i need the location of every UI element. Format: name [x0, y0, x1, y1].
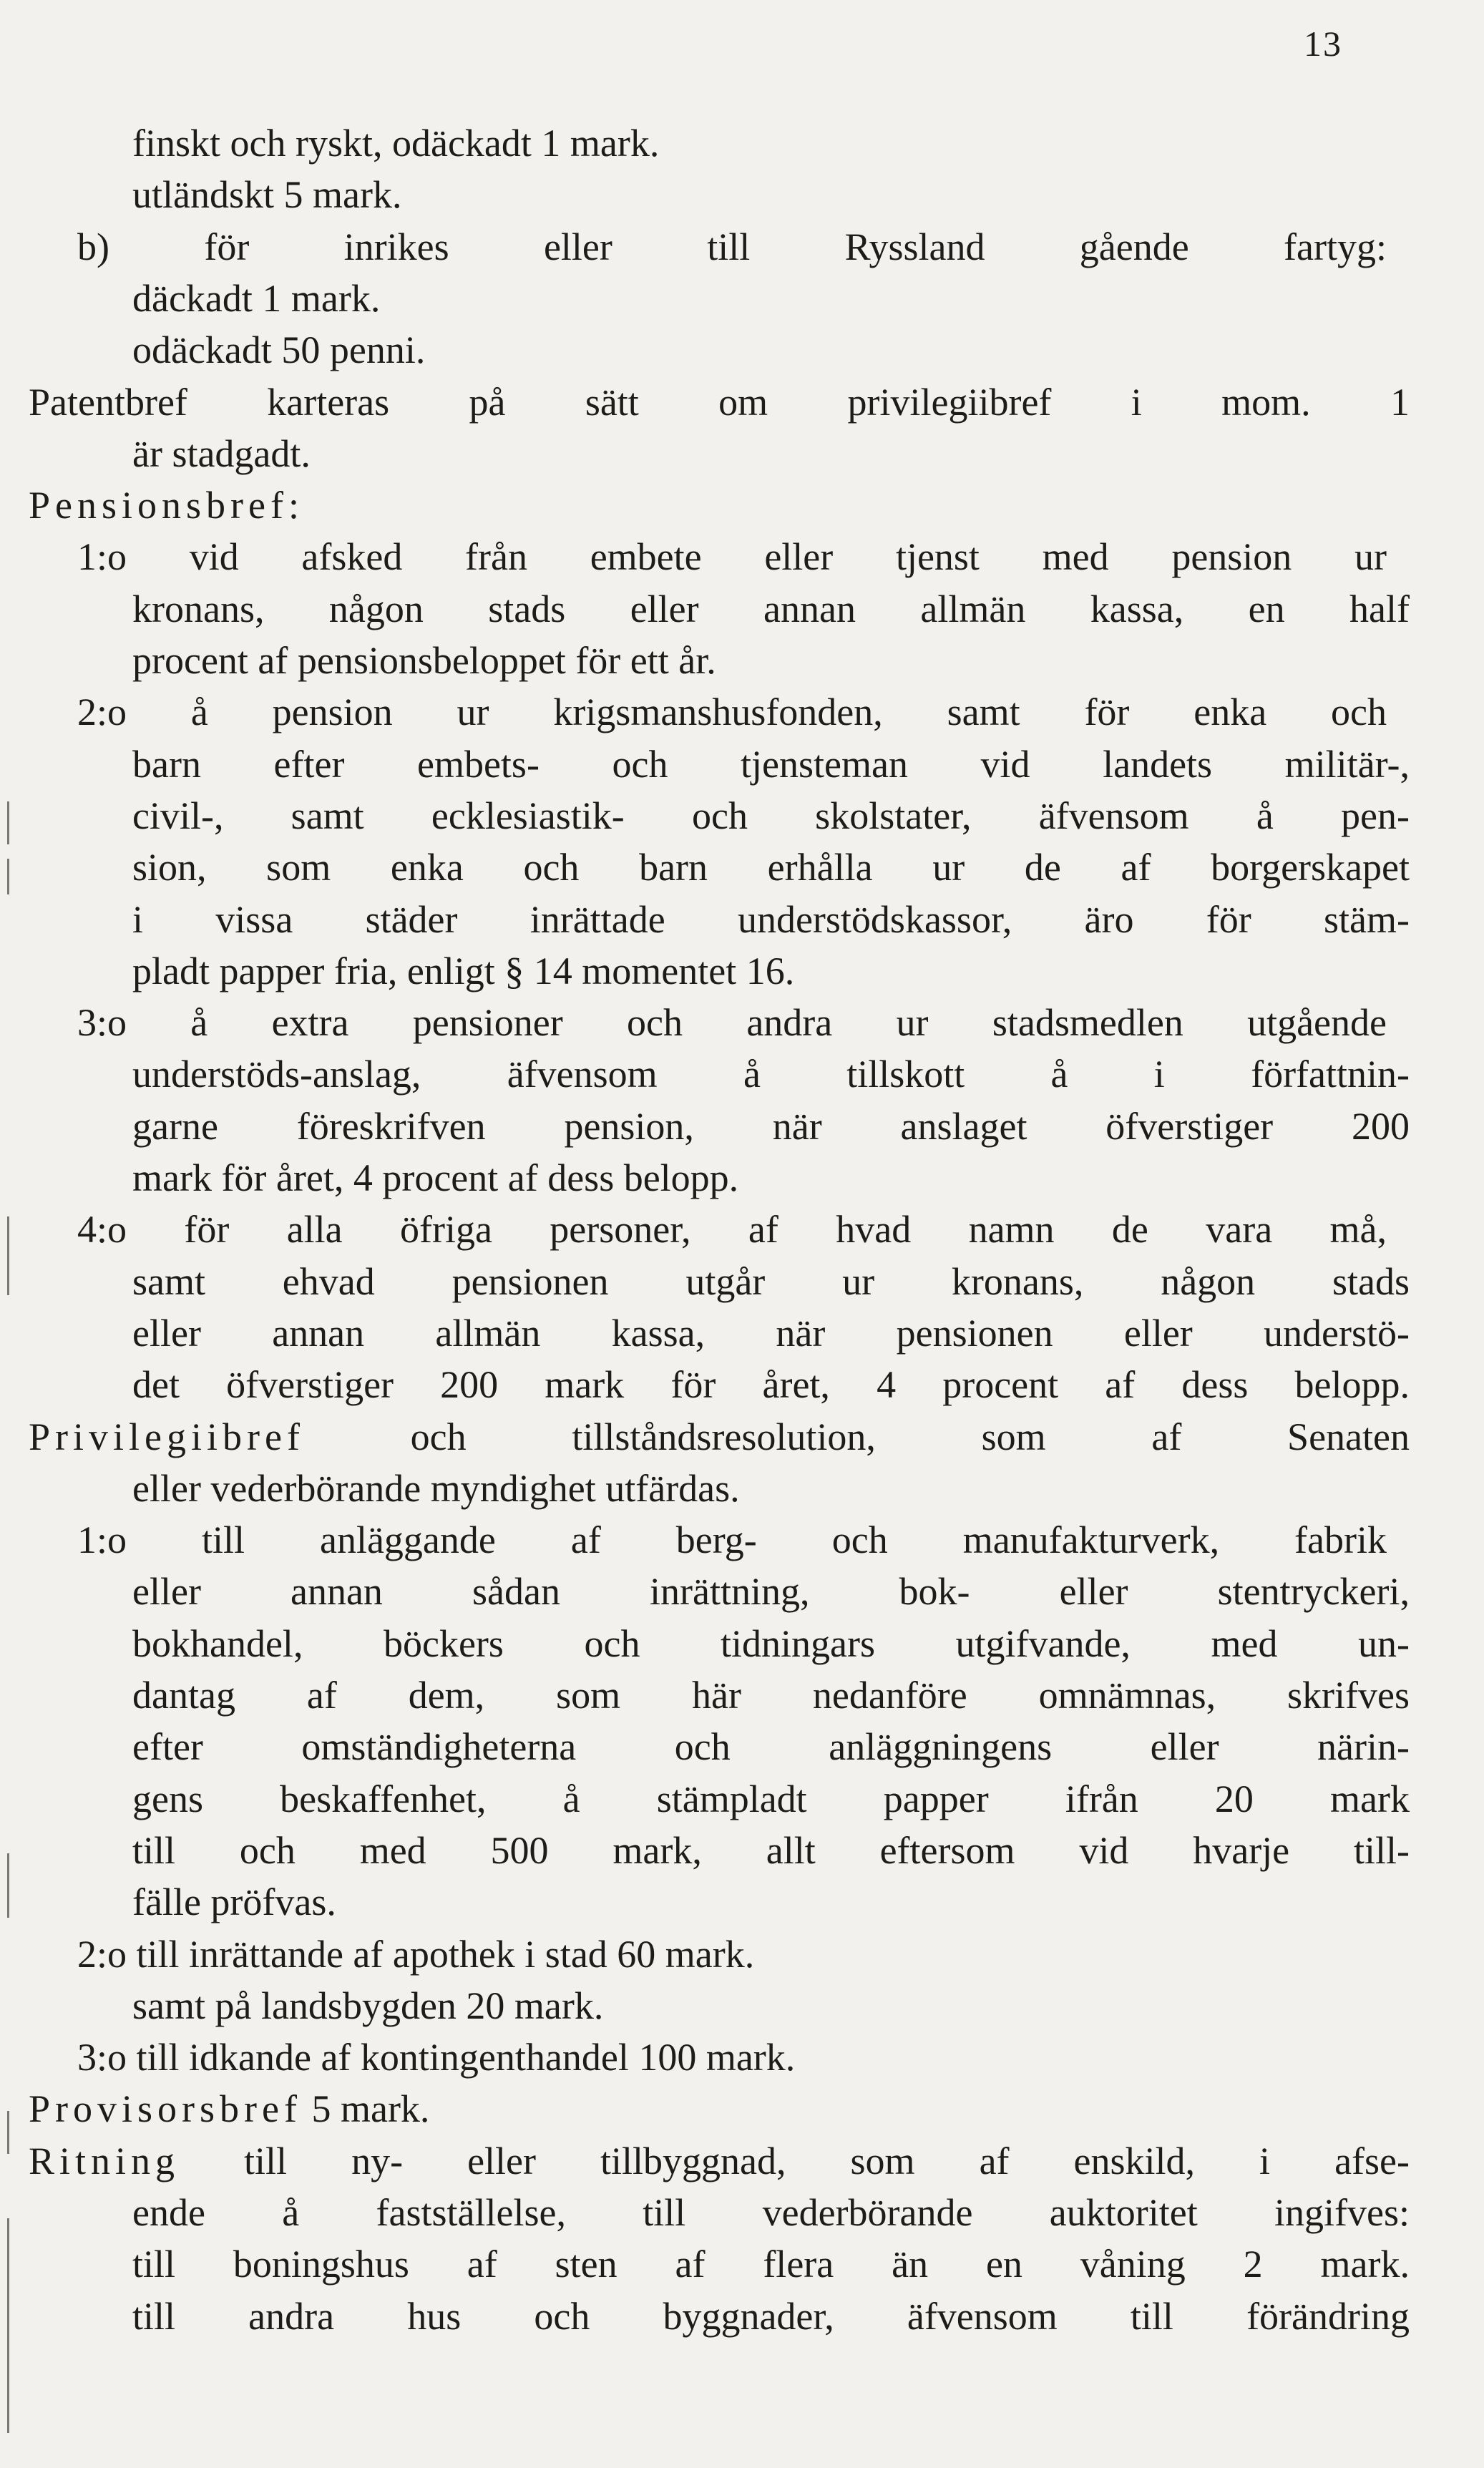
text-line: är stadgadt.: [132, 432, 311, 475]
text-line: bokhandel, böckers och tidningars utgifvande, med un-: [132, 1622, 1410, 1665]
text-line: Provisorsbref 5 mark.: [29, 2087, 430, 2130]
text-line: till boningshus af sten af flera än en våning 2 mark.: [132, 2243, 1410, 2286]
scan-mark: [7, 1853, 9, 1918]
text-line: efter omständigheterna och anläggningens eller närin-: [132, 1725, 1410, 1768]
text-line: eller vederbörande myndighet utfärdas.: [132, 1467, 740, 1510]
text-line: finskt och ryskt, odäckadt 1 mark.: [132, 122, 660, 165]
text-line: sion, som enka och barn erhålla ur de af borgerskapet: [132, 846, 1410, 889]
text-line: 2:o till inrättande af apothek i stad 60 mark.: [77, 1933, 755, 1976]
text-line: mark för året, 4 procent af dess belopp.: [132, 1156, 739, 1199]
text-line: samt ehvad pensionen utgår ur kronans, någon stads: [132, 1260, 1410, 1303]
text-line: 1:o vid afsked från embete eller tjenst med pension ur: [77, 535, 1387, 578]
text-line: pladt papper fria, enligt § 14 momentet 16.: [132, 950, 795, 992]
text-line: utländskt 5 mark.: [132, 173, 402, 216]
text-line: det öfverstiger 200 mark för året, 4 procent af dess belopp.: [132, 1363, 1410, 1406]
text-line: till andra hus och byggnader, äfvensom till förändring: [132, 2295, 1410, 2338]
page-number: 13: [1304, 24, 1342, 64]
text-line: civil-, samt ecklesiastik- och skolstater, äfvensom å pen-: [132, 794, 1410, 837]
scan-margin-marks: [0, 0, 29, 2468]
text-line: garne föreskrifven pension, när anslaget öfverstiger 200: [132, 1105, 1410, 1148]
text-line: kronans, någon stads eller annan allmän kassa, en half: [132, 587, 1410, 630]
text-line: fälle pröfvas.: [132, 1881, 336, 1923]
text-line: Ritning till ny- eller tillbyggnad, som af enskild, i afse-: [29, 2140, 1410, 2182]
text-line: 1:o till anläggande af berg- och manufakturverk, fabrik: [77, 1518, 1387, 1561]
text-line: i vissa städer inrättade understödskassor, äro för stäm-: [132, 898, 1410, 941]
text-line: procent af pensionsbeloppet för ett år.: [132, 639, 716, 682]
text-line: 3:o å extra pensioner och andra ur stadsmedlen utgående: [77, 1001, 1387, 1044]
text-line: Patentbref karteras på sätt om privilegiibref i mom. 1: [29, 381, 1410, 424]
text-line: odäckadt 50 penni.: [132, 328, 426, 371]
text-line: 2:o å pension ur krigsmanshusfonden, samt för enka och: [77, 691, 1387, 733]
text-line: samt på landsbygden 20 mark.: [132, 1984, 604, 2027]
text-line: eller annan sådan inrättning, bok- eller stentryckeri,: [132, 1570, 1410, 1613]
scan-mark: [7, 2218, 9, 2433]
text-line: Pensionsbref:: [29, 484, 304, 527]
text-line: dantag af dem, som här nedanföre omnämnas, skrifves: [132, 1674, 1410, 1717]
text-line: 4:o för alla öfriga personer, af hvad namn de vara må,: [77, 1208, 1387, 1251]
text-line: 3:o till idkande af kontingenthandel 100 mark.: [77, 2036, 796, 2079]
scan-mark: [7, 1216, 9, 1295]
text-line: däckadt 1 mark.: [132, 277, 381, 320]
text-line: till och med 500 mark, allt eftersom vid hvarje till-: [132, 1829, 1410, 1872]
scan-mark: [7, 801, 9, 844]
text-line: Privilegiibref och tillståndsresolution, som af Senaten: [29, 1415, 1410, 1458]
scan-mark: [7, 859, 9, 894]
text-line: barn efter embets- och tjensteman vid landets militär-,: [132, 743, 1410, 786]
text-line: b) för inrikes eller till Ryssland gående fartyg:: [77, 225, 1387, 268]
text-line: understöds-anslag, äfvensom å tillskott å i författnin-: [132, 1053, 1410, 1096]
scan-mark: [7, 2111, 9, 2154]
text-line: ende å fastställelse, till vederbörande auktoritet ingifves:: [132, 2191, 1410, 2234]
text-line: eller annan allmän kassa, när pensionen eller understö-: [132, 1312, 1410, 1355]
text-line: gens beskaffenhet, å stämpladt papper ifrån 20 mark: [132, 1777, 1410, 1820]
